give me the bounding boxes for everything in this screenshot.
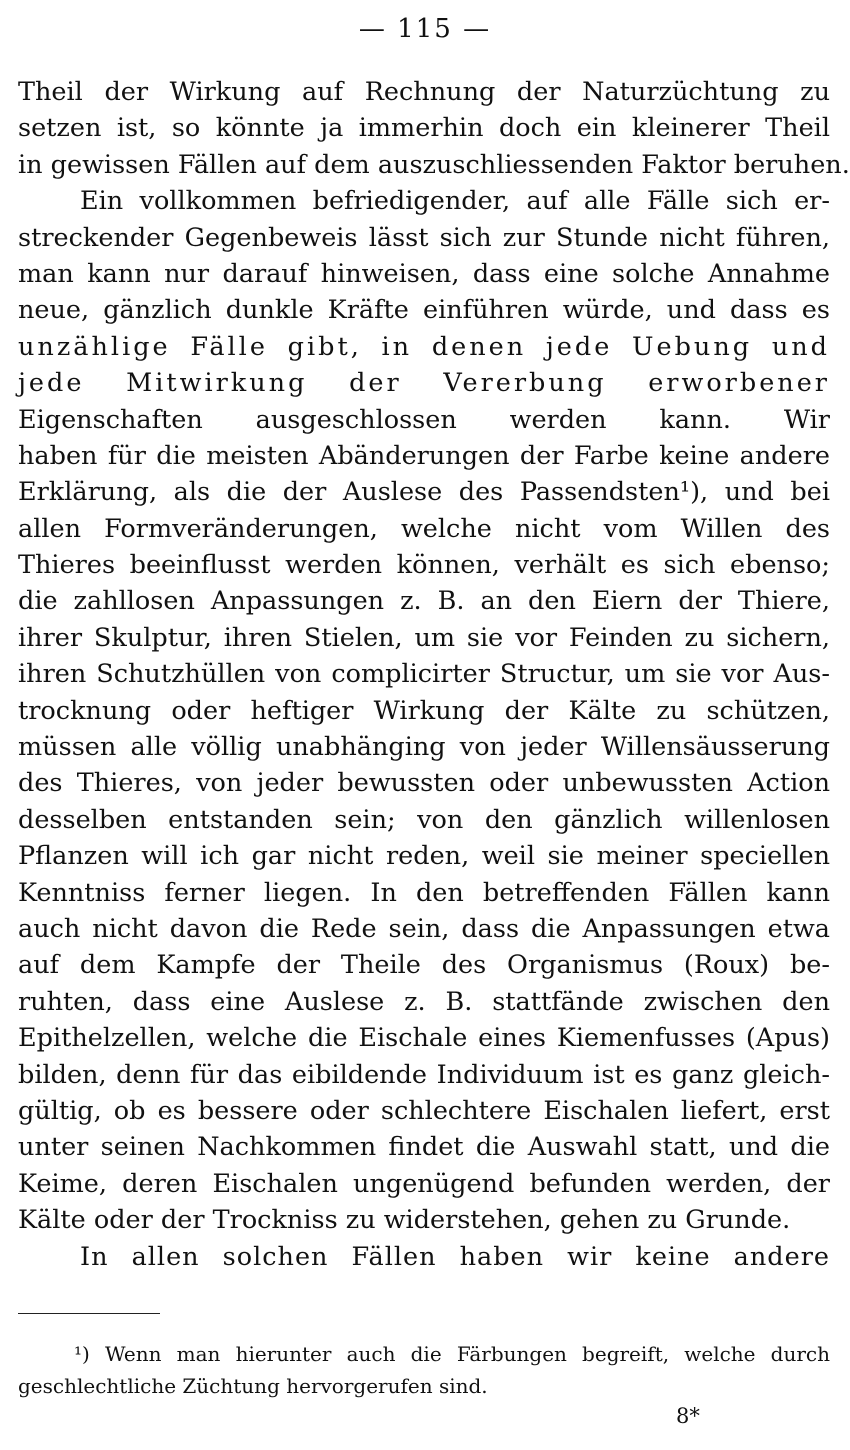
text-line: haben für die meisten Abänderungen der Farbe keine andere bbox=[18, 440, 830, 471]
text-line: ihren Schutzhüllen von complicirter Structur, um sie vor Aus- bbox=[18, 659, 830, 690]
text-line: des Thieres, von jeder bewussten oder unbewussten Action bbox=[18, 768, 830, 799]
text-line: auf dem Kampfe der Theile des Organismus (Roux) be- bbox=[18, 950, 830, 981]
signature-mark: 8* bbox=[676, 1404, 700, 1428]
text-line: Theil der Wirkung auf Rechnung der Naturzüchtung zu bbox=[18, 77, 830, 107]
text-line: trocknung oder heftiger Wirkung der Kälte zu schützen, bbox=[18, 695, 830, 726]
footnote bbox=[18, 1338, 830, 1402]
text-line: neue, gänzlich dunkle Kräfte einführen würde, und dass es bbox=[18, 295, 830, 326]
text-line: Ein vollkommen befriedigender, auf alle Fälle sich er- bbox=[80, 186, 830, 217]
text-line: Eigenschaften ausgeschlossen werden kann. Wir bbox=[18, 404, 830, 435]
text-line: ihrer Skulptur, ihren Stielen, um sie vor Feinden zu sichern, bbox=[18, 622, 830, 653]
text-line: Kenntniss ferner liegen. In den betreffenden Fällen kann bbox=[18, 877, 830, 908]
text-line: Epithelzellen, welche die Eischale eines Kiemenfusses (Apus) bbox=[18, 1023, 830, 1054]
text-line: streckender Gegenbeweis lässt sich zur Stunde nicht führen, bbox=[18, 222, 830, 253]
text-line: in gewissen Fällen auf dem auszuschliessenden Faktor beruhen. bbox=[18, 149, 850, 180]
text-line: unter seinen Nachkommen findet die Auswahl statt, und die bbox=[18, 1132, 830, 1163]
text-line: unzählige Fälle gibt, in denen jede Uebung und bbox=[18, 331, 830, 362]
text-line: müssen alle völlig unabhänging von jeder Willensäusserung bbox=[18, 732, 830, 763]
text-line: ruhten, dass eine Auslese z. B. stattfände zwischen den bbox=[18, 986, 830, 1017]
footnote-line: ¹) Wenn man hierunter auch die Färbungen begreift, welche durch bbox=[74, 1342, 830, 1366]
text-line: Pflanzen will ich gar nicht reden, weil sie meiner speciellen bbox=[18, 841, 830, 872]
text-line: auch nicht davon die Rede sein, dass die Anpassungen etwa bbox=[18, 913, 830, 944]
text-line: setzen ist, so könnte ja immerhin doch ein kleinerer Theil bbox=[18, 113, 830, 144]
text-line: In allen solchen Fällen haben wir keine andere bbox=[80, 1241, 830, 1272]
text-line: Erklärung, als die der Auslese des Passendsten¹), und bei bbox=[18, 477, 830, 508]
text-line: Kälte oder der Trockniss zu widerstehen, gehen zu Grunde. bbox=[18, 1205, 791, 1236]
text-line: desselben entstanden sein; von den gänzlich willenlosen bbox=[18, 804, 830, 835]
text-line: gültig, ob es bessere oder schlechtere Eischalen liefert, erst bbox=[18, 1095, 830, 1126]
footnote-divider bbox=[18, 1313, 160, 1314]
page-number: — 115 — bbox=[358, 14, 492, 44]
footnote-line: geschlechtliche Züchtung hervorgerufen sind. bbox=[18, 1374, 488, 1398]
text-line: bilden, denn für das eibildende Individuum ist es ganz gleich- bbox=[18, 1059, 830, 1090]
text-line: man kann nur darauf hinweisen, dass eine solche Annahme bbox=[18, 258, 830, 289]
body-text bbox=[18, 74, 850, 1275]
text-line: Thieres beeinflusst werden können, verhält es sich ebenso; bbox=[18, 550, 830, 581]
text-line: jede Mitwirkung der Vererbung erworbener bbox=[18, 368, 830, 399]
text-line: allen Formveränderungen, welche nicht vom Willen des bbox=[18, 513, 830, 544]
text-line: die zahllosen Anpassungen z. B. an den Eiern der Thiere, bbox=[18, 586, 830, 617]
text-line: Keime, deren Eischalen ungenügend befunden werden, der bbox=[18, 1168, 830, 1199]
